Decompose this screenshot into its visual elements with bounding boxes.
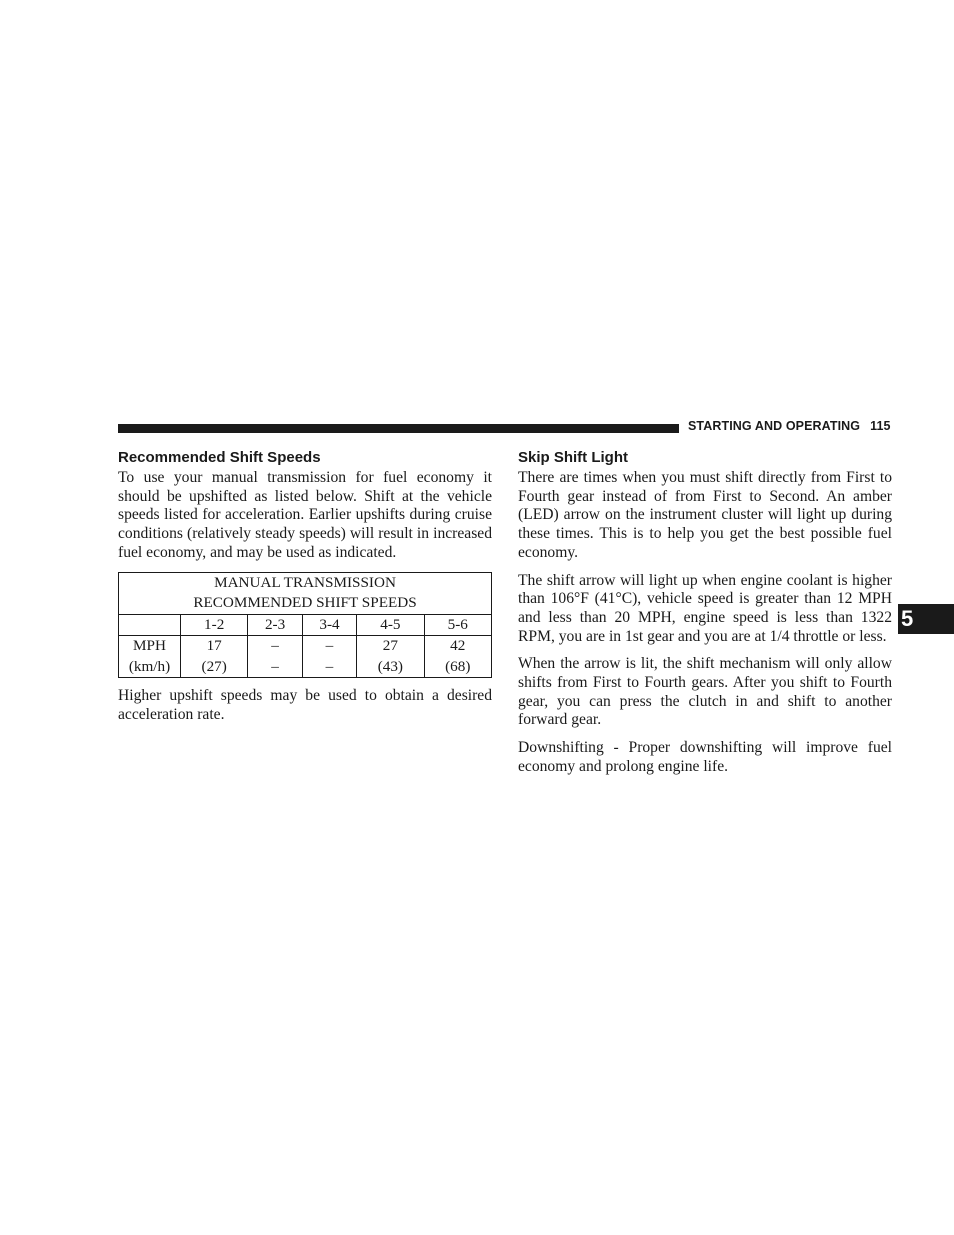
table-title-line-2: RECOMMENDED SHIFT SPEEDS: [193, 594, 417, 612]
page-number: 115: [870, 419, 891, 433]
kmh-value: (68): [445, 657, 471, 675]
table-cell: [424, 636, 491, 678]
mph-value: –: [325, 637, 334, 655]
kmh-value: (27): [201, 657, 227, 675]
column-header: 5-6: [424, 614, 491, 636]
body-paragraph: Downshifting - Proper downshifting will improve fuel economy and prolong engine life.: [518, 739, 892, 775]
left-column: [118, 448, 492, 733]
row-label: [119, 636, 181, 678]
after-table-paragraph: Higher upshift speeds may be used to obtain a desired acceleration rate.: [118, 687, 492, 723]
table-title: [119, 572, 492, 614]
row-label-mph: MPH: [133, 637, 166, 655]
mph-value: –: [271, 637, 279, 655]
body-paragraph: The shift arrow will light up when engine coolant is higher than 106°F (41°C), vehicle speed is greater than 12 MPH and less than 20 MPH, engine speed is less than 1322 RPM, you are in 1st gear and you are at 1/4 throttle or less.: [518, 571, 892, 645]
right-column: [518, 448, 892, 786]
table-corner-cell: [119, 614, 181, 636]
skip-shift-light-heading: Skip Shift Light: [518, 449, 628, 466]
body-paragraph: There are times when you must shift directly from First to Fourth gear instead of from First to Second. An amber (LED) arrow on the instrument cluster will light up during these times. This is to help you get the best possible fuel economy.: [518, 469, 892, 561]
table-row: [119, 636, 492, 678]
table-title-line-1: MANUAL TRANSMISSION: [214, 573, 396, 591]
mph-value: 17: [206, 637, 222, 655]
table-cell: [248, 636, 302, 678]
chapter-tab: 5: [898, 604, 954, 634]
header-rule: [118, 424, 679, 433]
kmh-value: –: [325, 657, 334, 675]
running-header: [688, 419, 891, 433]
table-cell: [357, 636, 424, 678]
table-cell: [302, 636, 356, 678]
table-title-row: [119, 572, 492, 614]
section-title: STARTING AND OPERATING: [688, 419, 861, 433]
table-cell: [181, 636, 248, 678]
intro-paragraph: To use your manual transmission for fuel economy it should be upshifted as listed below. Shift at the vehicle speeds listed for acceleration. Earlier upshifts during cruise conditions (relatively steady speeds) will result in increased fuel economy, and may be used as indicated.: [118, 469, 492, 561]
column-header: 4-5: [357, 614, 424, 636]
column-header: 3-4: [302, 614, 356, 636]
kmh-value: (43): [377, 657, 403, 675]
body-paragraph: When the arrow is lit, the shift mechanism will only allow shifts from First to Fourth gears. After you shift to Fourth gear, you can press the clutch in and shift to another forward gear.: [518, 655, 892, 729]
mph-value: 42: [450, 637, 466, 655]
row-label-kmh: (km/h): [128, 657, 171, 675]
column-header: 1-2: [181, 614, 248, 636]
recommended-shift-speeds-heading: Recommended Shift Speeds: [118, 449, 321, 466]
kmh-value: –: [271, 657, 279, 675]
mph-value: 27: [382, 637, 398, 655]
column-header: 2-3: [248, 614, 302, 636]
table-header-row: [119, 614, 492, 636]
shift-speeds-table: [118, 572, 492, 679]
